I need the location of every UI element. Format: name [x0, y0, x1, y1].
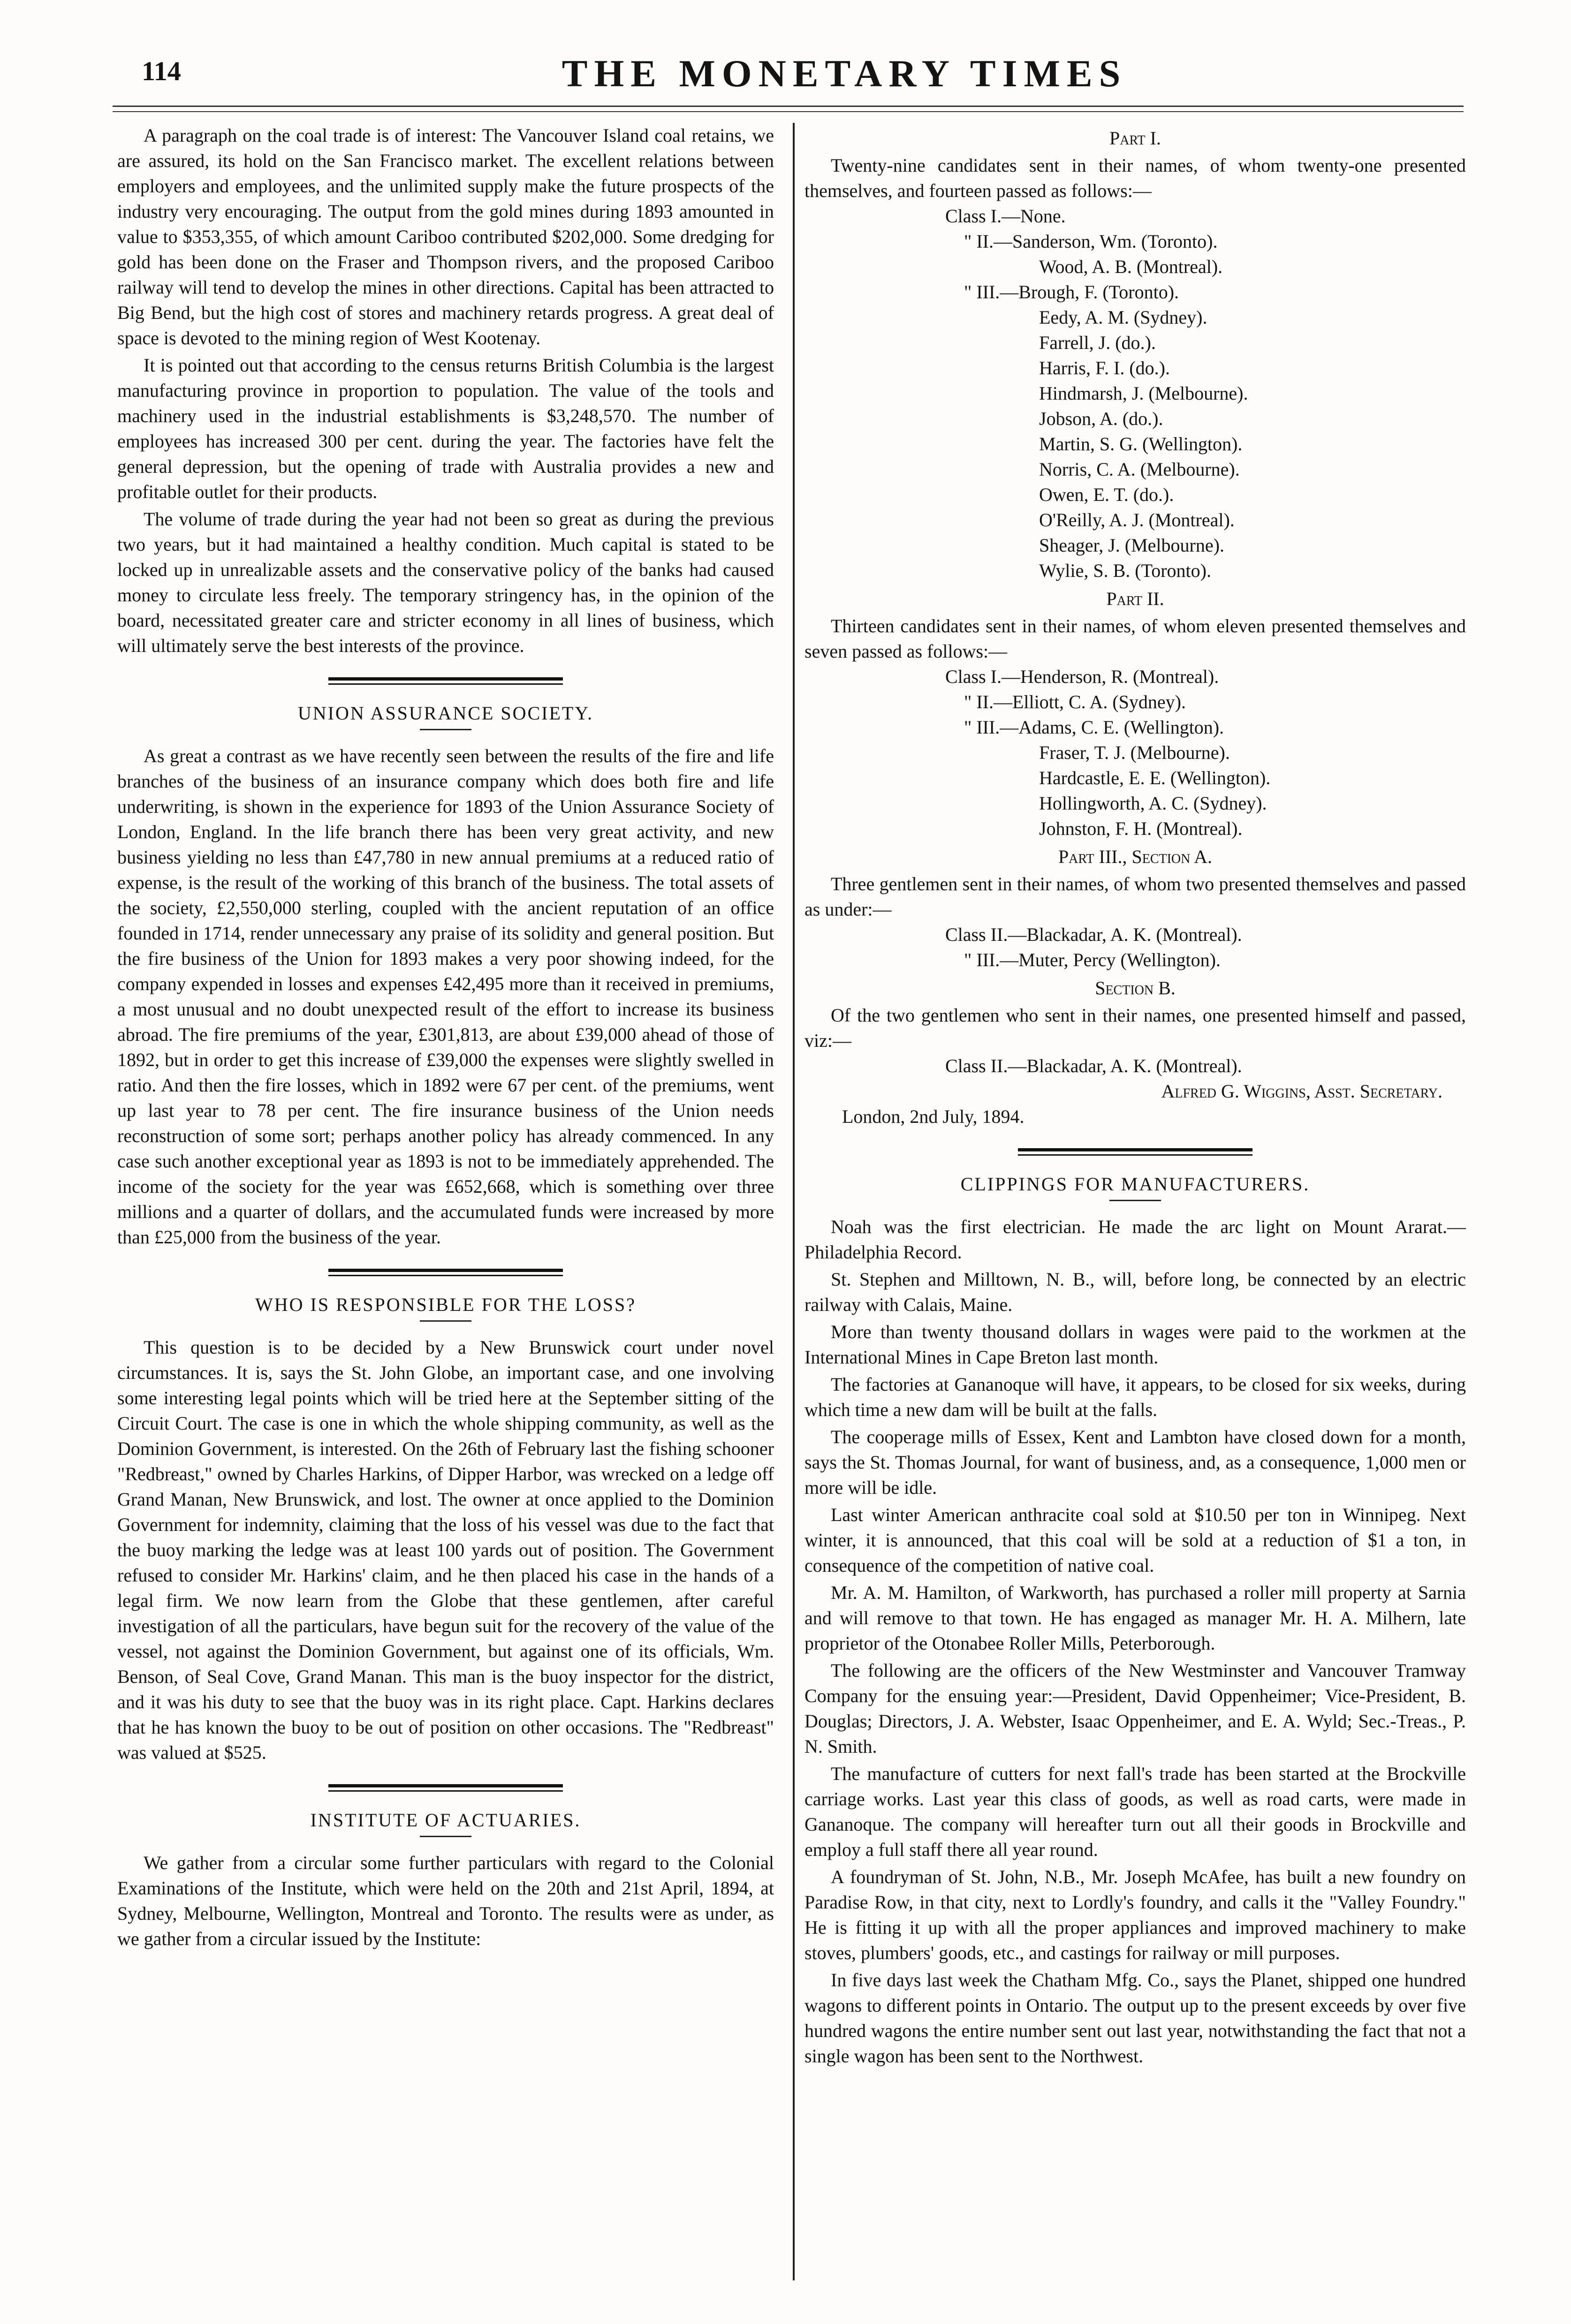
section-separator [328, 1269, 563, 1276]
clipping-item: The cooperage mills of Essex, Kent and Lambton have closed down for a month, says the St. Thomas Journal, for want of business, and, as a consequence, 1,000 men or more will be idle. [804, 1426, 1466, 1498]
heading-underline [420, 1836, 471, 1837]
result-line: Fraser, T. J. (Melbourne). [1039, 742, 1230, 763]
result-line: Johnston, F. H. (Montreal). [1039, 818, 1243, 839]
trade-volume-paragraph: The volume of trade during the year had not been so great as during the previous two years, but it had maintained a healthy condition. Much capital is stated to be locked up in unrealizable assets and the conservative policy of the banks had caused money to circulate less freely. The temporary stringency has, in the opinion of the board, necessitated greater care and stricter economy in all lines of business, which will ultimately serve the best interests of the province. [117, 508, 774, 656]
result-line: Hindmarsh, J. (Melbourne). [1039, 383, 1248, 404]
signature: Alfred G. Wiggins, Asst. Secretary. [1161, 1081, 1442, 1102]
coal-trade-paragraph: A paragraph on the coal trade is of interest: The Vancouver Island coal retains, we are assured, its hold on the San Francisco market. The excellent relations between employers and employees, and the unlimited supply make the future prospects of the industry very encouraging. The output from the gold mines during 1893 amounted in value to $353,355, of which amount Cariboo contributed $202,000. Some dredging for gold has been done on the Fraser and Thompson rivers, and the proposed Cariboo railway will tend to develop the mines in other directions. Capital has been attracted to Big Bend, but the high cost of stores and machinery retards progress. A great deal of space is devoted to the mining region of West Kootenay. [117, 125, 774, 348]
union-assurance-article: As great a contrast as we have recently seen between the results of the fire and life branches of the business of an insurance company which does both fire and life underwriting, is shown in the experience for 1893 of the Union Assurance Society of London, England. In the life branch there has been very great activity, and new business yielding no less than £47,780 in new annual premiums at a reduced ratio of expense, is the result of the working of this branch of the business. The total assets of the society, £2,550,000 sterling, coupled with the ancient reputation of an office founded in 1714, render unnecessary any praise of its solidity and general position. But the fire business of the Union for 1893 makes a very poor showing indeed, for the company expended in losses and expenses £42,495 more than it received in premiums, a most unusual and no doubt unexpected result of the effort to increase its business abroad. The fire premiums of the year, £301,813, are about £39,000 ahead of those of 1892, but in order to get this increase of £39,000 the expenses were slightly swelled in ratio. And then the fire losses, which in 1892 were 67 per cent. of the premiums, went up last year to 78 per cent. The fire insurance business of the Union needs reconstruction of some sort; perhaps another policy has already commenced. In any case such another exceptional year as 1893 is not to be immediately apprehended. The income of the society for the year was £652,668, which is something over three millions and a quarter of dollars, and the accumulated funds were increased by more than £25,000 from the business of the year. [117, 745, 774, 1248]
result-line: Jobson, A. (do.). [1039, 408, 1163, 429]
result-line: " III.—Adams, C. E. (Wellington). [964, 717, 1224, 738]
heading-responsible-loss: WHO IS RESPONSIBLE FOR THE LOSS? [255, 1294, 636, 1315]
right-column [804, 123, 1466, 2069]
part-two-title: Part II. [1106, 588, 1164, 609]
clipping-item: The manufacture of cutters for next fall's trade has been started at the Brockville carriage works. Last year this class of goods, as well as road carts, were made in Gananoque. The company will hereafter turn out all their goods in Brockville and employ a full staff there all year round. [804, 1763, 1466, 1860]
result-line: " III.—Brough, F. (Toronto). [964, 281, 1179, 303]
clipping-item: In five days last week the Chatham Mfg. Co., says the Planet, shipped one hundred wagons to different points in Ontario. The output up to the present exceeds by over five hundred wagons the entire number sent out last year, notwithstanding the fact that not a single wagon has been sent to the Northwest. [804, 1969, 1466, 2067]
result-line: Class I.—None. [945, 205, 1066, 227]
clipping-item: Last winter American anthracite coal sold at $10.50 per ton in Winnipeg. Next winter, it is announced, that this coal will be sold at a reduction of $1 a ton, in consequence of the competition of native coal. [804, 1504, 1466, 1576]
left-column [117, 123, 774, 1952]
part-three-intro: Three gentlemen sent in their names, of whom two presented themselves and passed as under:— [804, 873, 1466, 920]
section-separator [328, 677, 563, 685]
clipping-item: More than twenty thousand dollars in wages were paid to the workmen at the International Mines in Cape Breton last month. [804, 1321, 1466, 1368]
result-line: Owen, E. T. (do.). [1039, 484, 1174, 505]
responsible-loss-article: This question is to be decided by a New Brunswick court under novel circumstances. It is, says the St. John Globe, an important case, and one involving some interesting legal points which will be tried here at the September sitting of the Circuit Court. The case is one in which the whole shipping community, as well as the Dominion Government, is interested. On the 26th of February last the fishing schooner "Redbreast," owned by Charles Harkins, of Dipper Harbor, was wrecked on a ledge off Grand Manan, New Brunswick, and lost. The owner at once applied to the Dominion Government for indemnity, claiming that the loss of his vessel was due to the fact that the buoy marking the ledge was at least 100 yards out of position. The Government refused to consider Mr. Harkins' claim, and he then placed his case in the hands of a legal firm. We now learn from the Globe that these gentlemen, after careful investigation of all the particulars, have begun suit for the recovery of the value of the vessel, not against the Dominion Government, but against one of its officials, Wm. Benson, of Seal Cove, Grand Manan. This man is the buoy inspector for the district, and it was his duty to see that the buoy was in its right place. Capt. Harkins declares that he has known the buoy to be out of position on other occasions. The "Redbreast" was valued at $525. [117, 1337, 774, 1763]
clipping-item: A foundryman of St. John, N.B., Mr. Joseph McAfee, has built a new foundry on Paradise Row, in that city, next to Lordly's foundry, and calls it the "Valley Foundry." He is fitting it up with all the proper appliances and improved machinery to make stoves, plumbers' goods, etc., and castings for railway or mill purposes. [804, 1866, 1466, 1963]
clipping-item: Noah was the first electrician. He made the arc light on Mount Ararat.—Philadelphia Record. [804, 1216, 1466, 1263]
result-line: Sheager, J. (Melbourne). [1039, 535, 1224, 556]
result-line: " II.—Elliott, C. A. (Sydney). [964, 691, 1186, 712]
clipping-item: The following are the officers of the New Westminster and Vancouver Tramway Company for the ensuing year:—President, David Oppenheimer; Vice-President, B. Douglas; Directors, J. A. Webster, Isaac Oppenheimer, and E. A. Wyld; Sec.-Treas., P. N. Smith. [804, 1660, 1466, 1757]
result-line: Eedy, A. M. (Sydney). [1039, 307, 1207, 328]
result-line: Martin, S. G. (Wellington). [1039, 433, 1243, 454]
institute-actuaries-article: We gather from a circular some further particulars with regard to the Colonial Examinations of the Institute, which were held on the 20th and 21st April, 1894, at Sydney, Melbourne, Wellington, Montreal and Toronto. The results were as under, as we gather from a circular issued by the Institute: [117, 1852, 774, 1949]
result-line: Class II.—Blackadar, A. K. (Montreal). [945, 924, 1242, 945]
result-line: " III.—Muter, Percy (Wellington). [964, 949, 1221, 970]
result-line: Hollingworth, A. C. (Sydney). [1039, 793, 1267, 814]
heading-underline [420, 729, 471, 730]
clipping-item: The factories at Gananoque will have, it appears, to be closed for six weeks, during which time a new dam will be built at the falls. [804, 1374, 1466, 1420]
section-separator [1018, 1148, 1252, 1156]
column-divider [793, 123, 795, 2280]
result-line: Class I.—Henderson, R. (Montreal). [945, 666, 1219, 687]
result-line: Class II.—Blackadar, A. K. (Montreal). [945, 1055, 1242, 1076]
heading-union-assurance: UNION ASSURANCE SOCIETY. [297, 703, 594, 724]
header-rule [113, 106, 1464, 107]
result-line: Norris, C. A. (Melbourne). [1039, 459, 1240, 480]
result-line: Farrell, J. (do.). [1039, 332, 1156, 353]
part-three-title: Part III., Section A. [1058, 846, 1213, 867]
part-one-results [804, 204, 1466, 583]
part-one-intro: Twenty-nine candidates sent in their names, of whom twenty-one presented themselves, and fourteen passed as follows:— [804, 155, 1466, 201]
heading-underline [1109, 1200, 1161, 1201]
manufacturing-paragraph: It is pointed out that according to the census returns British Columbia is the largest manufacturing province in proportion to population. The value of the tools and machinery used in the industrial establishments is $3,248,570. The number of employees has increased 300 per cent. during the year. The factories have felt the general depression, but the opening of trade with Australia provides a new and profitable outlet for their products. [117, 355, 774, 502]
section-b-intro: Of the two gentlemen who sent in their names, one presented himself and passed, viz:— [804, 1005, 1466, 1051]
part-one-title: Part I. [1109, 128, 1161, 149]
publication-title: THE MONETARY TIMES [562, 52, 1127, 95]
heading-institute-actuaries: INSTITUTE OF ACTUARIES. [310, 1809, 581, 1831]
result-line: Wood, A. B. (Montreal). [1039, 256, 1223, 277]
section-separator [328, 1784, 563, 1792]
clipping-item: St. Stephen and Milltown, N. B., will, before long, be connected by an electric railway with Calais, Maine. [804, 1269, 1466, 1315]
result-line: O'Reilly, A. J. (Montreal). [1039, 509, 1235, 530]
part-two-results [804, 664, 1466, 841]
result-line: Wylie, S. B. (Toronto). [1039, 560, 1211, 581]
result-line: Hardcastle, E. E. (Wellington). [1039, 767, 1271, 788]
result-line: Harris, F. I. (do.). [1039, 357, 1170, 379]
result-line: " II.—Sanderson, Wm. (Toronto). [964, 231, 1218, 252]
section-b-title: Section B. [1095, 977, 1176, 999]
dateline: London, 2nd July, 1894. [842, 1106, 1025, 1127]
heading-underline [420, 1320, 471, 1322]
page-number: 114 [142, 56, 181, 86]
header-rule-thin [113, 111, 1464, 112]
heading-clippings: CLIPPINGS FOR MANUFACTURERS. [960, 1173, 1310, 1195]
clipping-item: Mr. A. M. Hamilton, of Warkworth, has purchased a roller mill property at Sarnia and will remove to that town. He has engaged as manager Mr. H. A. Milhern, late proprietor of the Otonabee Roller Mills, Peterborough. [804, 1582, 1466, 1654]
part-two-intro: Thirteen candidates sent in their names, of whom eleven presented themselves and seven passed as follows:— [804, 615, 1466, 662]
